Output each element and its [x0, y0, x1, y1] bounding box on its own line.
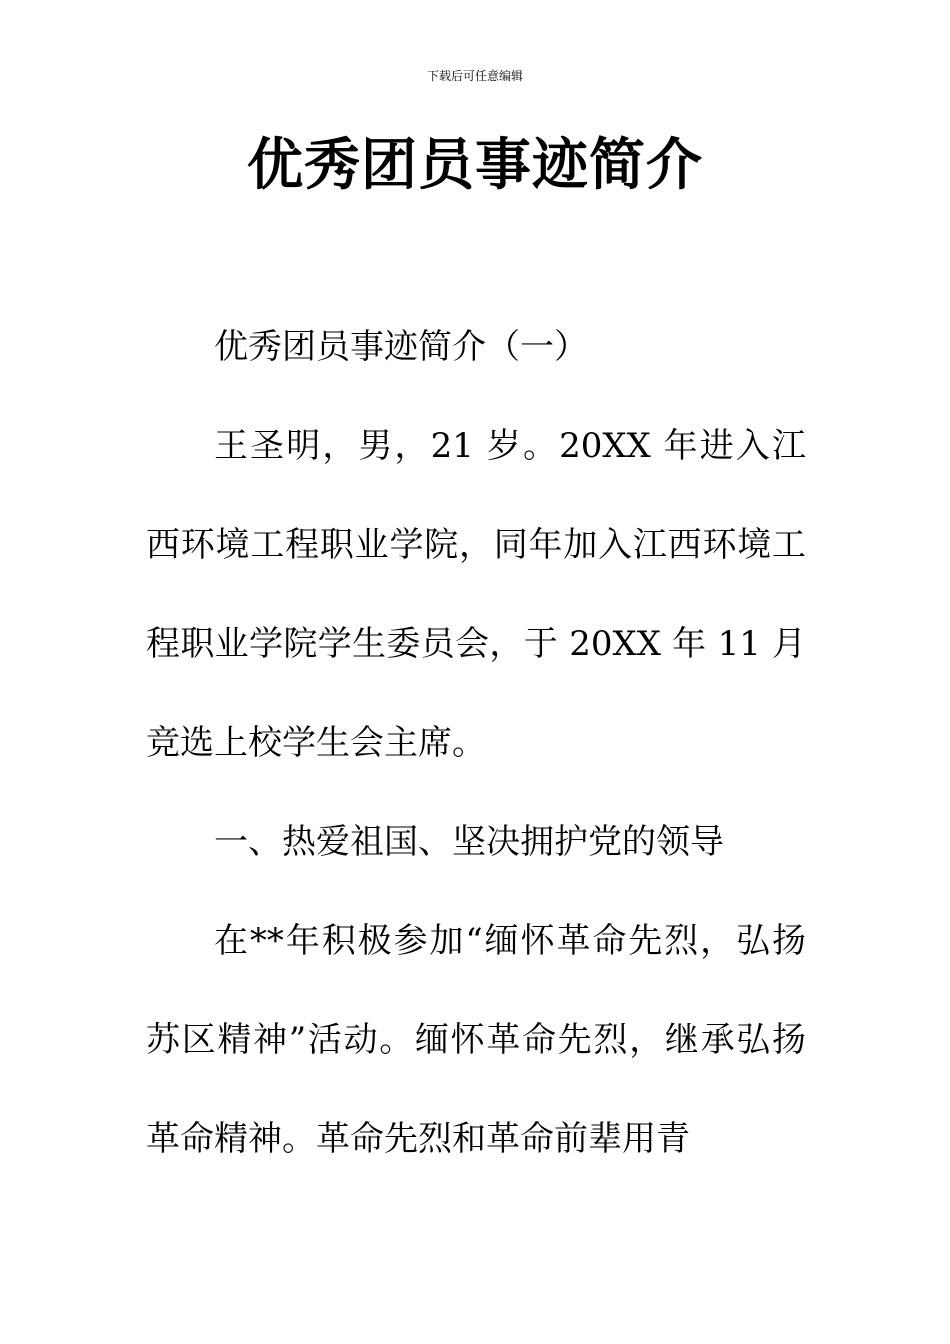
body-paragraph: 在**年积极参加“缅怀革命先烈，弘扬苏区精神”活动。缅怀革命先烈，继承弘扬革命精神。革命先烈和革命前辈用青 [146, 921, 806, 1159]
subsection-heading: 一、热爱祖国、坚决拥护党的领导 [214, 822, 724, 862]
header-note: 下载后可任意编辑 [426, 69, 523, 83]
document-body [146, 298, 806, 1189]
document-title: 优秀团员事迹简介 [247, 133, 703, 198]
intro-paragraph: 王圣明，男，21 岁。20XX 年进入江西环境工程职业学院，同年加入江西环境工程职业学院学生委员会，于 20XX 年 11 月竞选上校学生会主席。 [146, 426, 806, 763]
section-heading: 优秀团员事迹简介（一） [214, 327, 588, 367]
